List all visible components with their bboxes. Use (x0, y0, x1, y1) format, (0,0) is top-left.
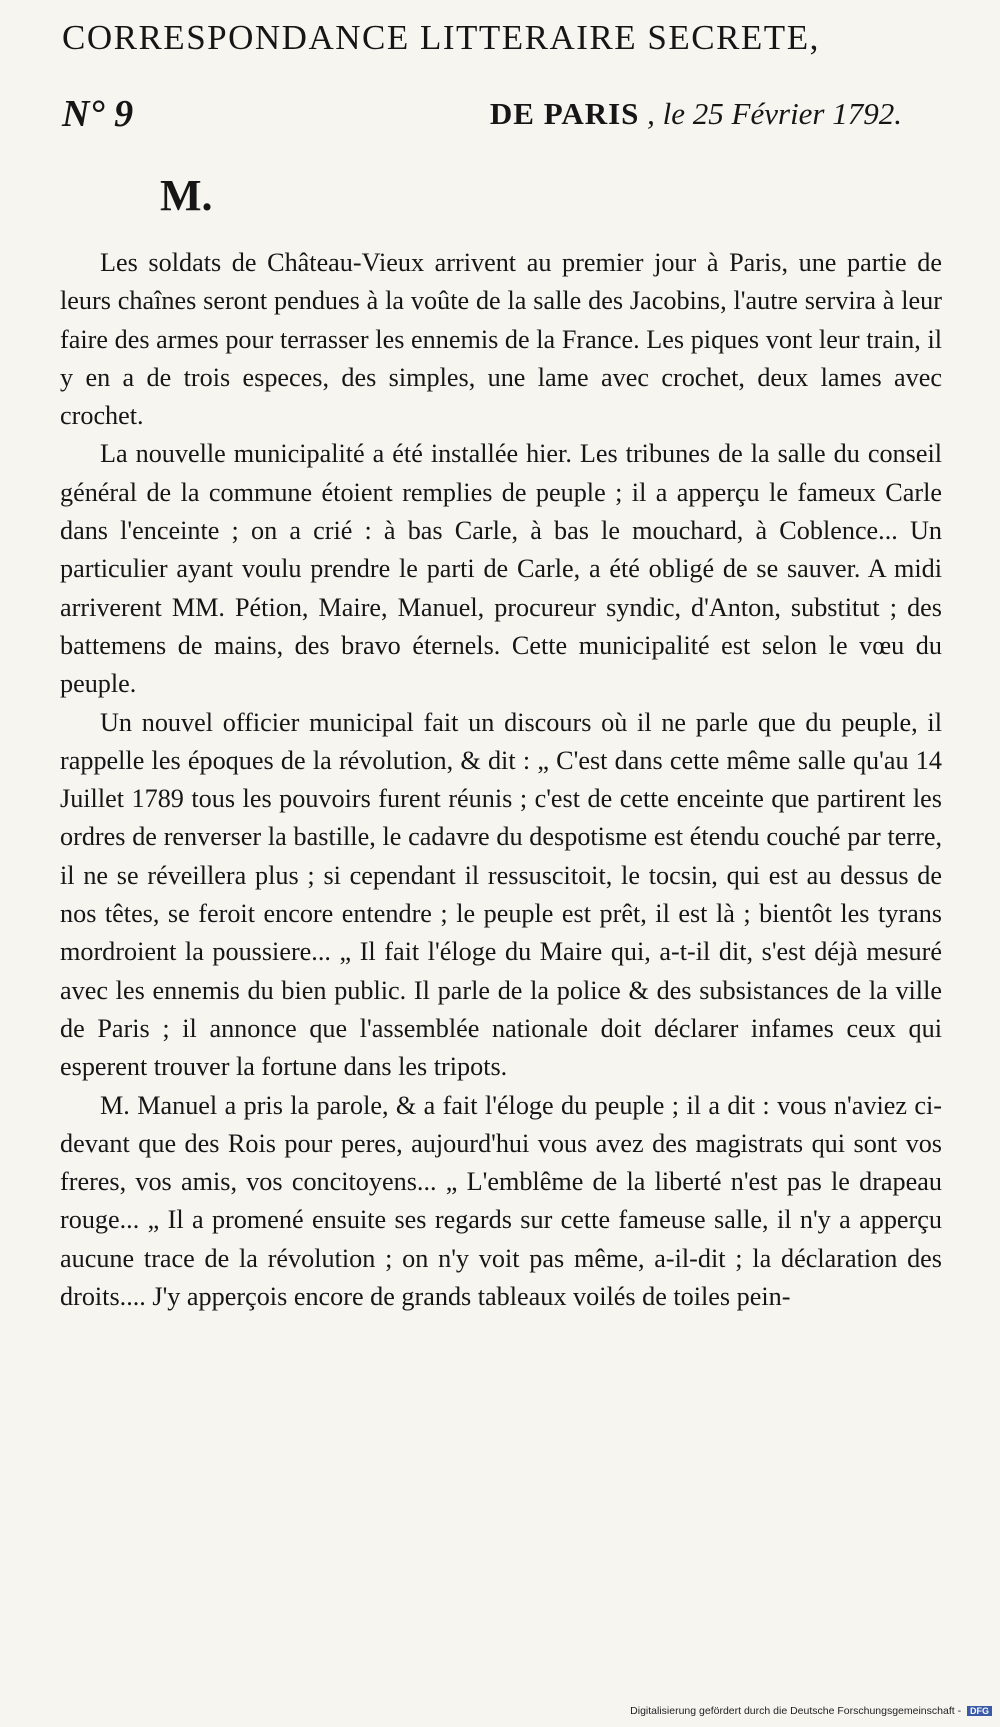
digitization-credit (630, 1705, 992, 1717)
issue-line (62, 92, 902, 136)
issue-number: N° 9 (62, 93, 134, 135)
paragraph-1: Les soldats de Château-Vieux arrivent au premier jour à Paris, une partie de leurs chaînes seront pendues à la voûte de la salle des Jacobins, l'autre servira à leur faire des armes pour terrasser les ennemis de la France. Les piques vont leur train, il y en a de trois especes, des simples, une lame avec crochet, deux lames avec crochet. (60, 248, 942, 431)
paragraph-4: M. Manuel a pris la parole, & a fait l'éloge du peuple ; il a dit : vous n'aviez ci-devant que des Rois pour peres, aujourd'hui vous avez des magistrats qui sont vos freres, vos amis, vos concitoyens... „ L'emblême de la liberté n'est pas le drapeau rouge... „ Il a promené ensuite ses regards sur cette fameuse salle, il n'y a apperçu aucune trace de la révolution ; on n'y voit pas même, a-il-dit ; la déclaration des droits.... J'y apperçois encore de grands tableaux voilés de toiles pein- (60, 1090, 942, 1312)
article-body (60, 244, 942, 1316)
paragraph-3: Un nouvel officier municipal fait un discours où il ne parle que du peuple, il rappelle les époques de la révolution, & dit : „ C'est dans cette même salle qu'au 14 Juillet 1789 tous les pouvoirs furent réunis ; c'est de cette enceinte que partirent les ordres de renverser la bastille, le cadavre du despotisme est étendu couché par terre, il ne se réveillera plus ; si cependant il ressuscitoit, le tocsin, qui est au dessus de nos têtes, se feroit encore entendre ; le peuple est prêt, il est là ; bientôt les tyrans mordroient la poussiere... „ Il fait l'éloge du Maire qui, a-t-il dit, s'est déjà mesuré avec les ennemis du bien public. Il parle de la police & des subsistances de la ville de Paris ; il annonce que l'assemblée nationale doit déclarer infames ceux qui esperent trouver la fortune dans les tripots. (60, 707, 942, 1082)
dateline-place: DE PARIS (489, 96, 640, 131)
publication-title: CORRESPONDANCE LITTERAIRE SECRETE, (62, 18, 820, 57)
credit-text: Digitalisierung gefördert durch die Deutsche Forschungsgemeinschaft - (630, 1705, 962, 1717)
paragraph-2: La nouvelle municipalité a été installée hier. Les tribunes de la salle du conseil général de la commune étoient remplies de peuple ; il a apperçu le fameux Carle dans l'enceinte ; on a crié : à bas Carle, à bas le mouchard, à Coblence... Un particulier ayant voulu prendre le parti de Carle, a été obligé de se sauver. A midi arriverent MM. Pétion, Maire, Manuel, procureur syndic, d'Anton, substitut ; des battemens de mains, des bravo éternels. Cette municipalité est selon le vœu du peuple. (60, 439, 942, 699)
salutation: M. (160, 171, 213, 220)
dateline (490, 96, 902, 132)
dfg-logo: DFG (967, 1706, 992, 1716)
dateline-date: , le 25 Février 1792. (647, 96, 902, 131)
